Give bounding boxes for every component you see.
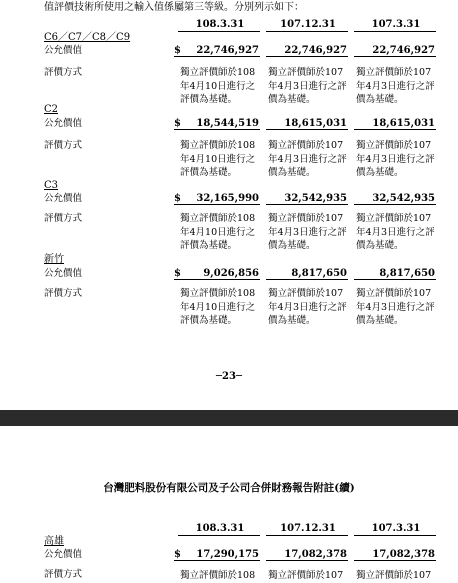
method-description: 獨立評價師於108 年4月10日進行之 評價為基礎。 [180,213,256,251]
method-description: 獨立評價師於107 年4月3日進行之評 價為基礎。 [268,140,347,178]
amount-cell: 32,542,935 [372,193,435,204]
section-title: C3 [44,180,59,191]
amount-cell: 22,746,927 [196,45,259,56]
fair-value-label: 公允價值 [44,45,83,56]
column-header-2: 107.12.31 [280,19,336,30]
amount-cell: 18,544,519 [196,118,259,129]
method-description: 獨立評價師於107 年4月3日進行之評 價為基礎。 [356,140,435,178]
amount-rule [266,279,348,280]
column-header-rule [354,31,436,32]
method-description: 獨立評價師於107 [356,570,432,581]
fair-value-label: 公允價值 [44,193,83,204]
section-title: 新竹 [44,254,64,265]
amount-cell: 18,615,031 [372,118,435,129]
column-header-rule [354,535,436,536]
method-label: 評價方式 [44,213,83,224]
method-label: 評價方式 [44,140,83,151]
column-header-rule [178,31,260,32]
method-description: 獨立評價師於108 [180,570,256,581]
amount-cell: 17,290,175 [196,549,259,560]
amount-rule [266,560,348,561]
amount-rule [354,56,436,57]
amount-rule [354,279,436,280]
amount-cell: 32,542,935 [284,193,347,204]
amount-cell: 22,746,927 [372,45,435,56]
method-label: 評價方式 [44,569,83,580]
dollar-sign: $ [174,193,181,204]
method-description: 獨立評價師於108 年4月10日進行之 評價為基礎。 [180,288,256,326]
method-description: 獨立評價師於108 年4月10日進行之 評價為基礎。 [180,140,256,178]
amount-rule [174,279,260,280]
method-label: 評價方式 [44,288,83,299]
amount-cell: 9,026,856 [203,268,259,279]
column-header-3: 107.3.31 [371,523,421,534]
method-description: 獨立評價師於107 年4月3日進行之評 價為基礎。 [356,213,435,251]
method-description: 獨立評價師於108 年4月10日進行之 評價為基礎。 [180,67,256,105]
dollar-sign: $ [174,549,181,560]
column-header-rule [178,535,260,536]
amount-cell: 22,746,927 [284,45,347,56]
amount-cell: 32,165,990 [196,193,259,204]
method-description: 獨立評價師於107 年4月3日進行之評 價為基礎。 [268,213,347,251]
column-header-2: 107.12.31 [280,523,336,534]
amount-rule [174,204,260,205]
method-label: 評價方式 [44,67,83,78]
method-description: 獨立評價師於107 [268,570,344,581]
method-description: 獨立評價師於107 年4月3日進行之評 價為基礎。 [356,288,435,326]
amount-rule [354,129,436,130]
amount-rule [354,560,436,561]
page-number: ─23─ [216,371,242,382]
report-page-2 [0,426,458,581]
column-header-1: 108.3.31 [195,523,245,534]
amount-rule [354,204,436,205]
intro-text: 值評價技術所使用之輸入值係屬第三等級。分別列示如下： [44,2,304,13]
fair-value-label: 公允價值 [44,268,83,279]
dollar-sign: $ [174,268,181,279]
amount-cell: 8,817,650 [379,268,435,279]
fair-value-label: 公允價值 [44,549,83,560]
section-title: 高雄 [44,536,64,547]
amount-cell: 17,082,378 [284,549,347,560]
amount-rule [266,204,348,205]
section-title: C2 [44,104,59,115]
amount-rule [266,56,348,57]
amount-rule [266,129,348,130]
fair-value-label: 公允價值 [44,118,83,129]
method-description: 獨立評價師於107 年4月3日進行之評 價為基礎。 [268,288,347,326]
page-title: 台灣肥料股份有限公司及子公司合併財務報告附註(續) [103,482,355,494]
amount-rule [174,129,260,130]
section-title: C6／C7／C8／C9 [44,32,131,43]
method-description: 獨立評價師於107 年4月3日進行之評 價為基礎。 [356,67,435,105]
dollar-sign: $ [174,45,181,56]
amount-cell: 17,082,378 [372,549,435,560]
amount-cell: 18,615,031 [284,118,347,129]
column-header-rule [266,535,348,536]
dollar-sign: $ [174,118,181,129]
column-header-3: 107.3.31 [371,19,421,30]
method-description: 獨立評價師於107 年4月3日進行之評 價為基礎。 [268,67,347,105]
amount-cell: 8,817,650 [291,268,347,279]
column-header-rule [266,31,348,32]
column-header-1: 108.3.31 [195,19,245,30]
page-separator [0,410,458,426]
amount-rule [174,560,260,561]
amount-rule [174,56,260,57]
